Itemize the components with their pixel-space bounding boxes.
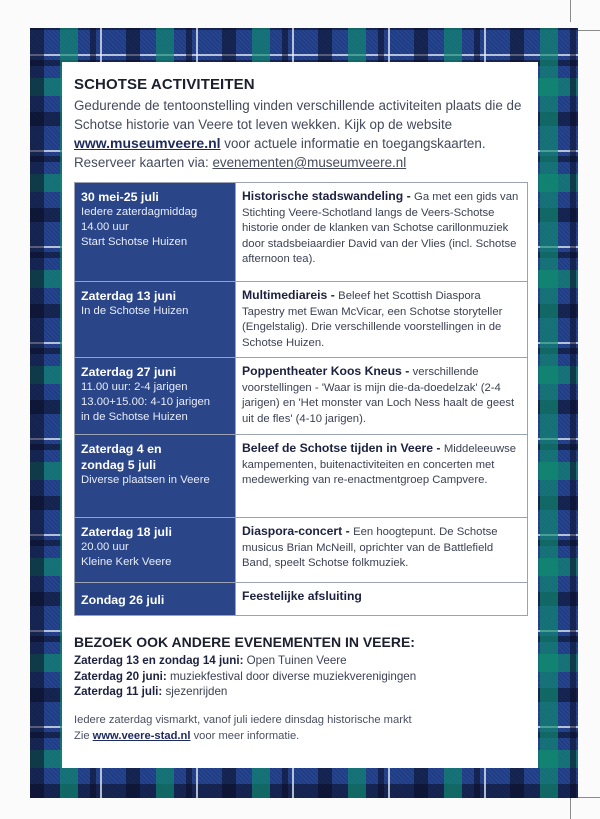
activity-row	[75, 435, 528, 518]
activity-detail: In de Schotse Huizen	[81, 305, 189, 317]
footer-line-1: Iedere zaterdag vismarkt, vanof juli iedere dinsdag historische markt	[74, 713, 412, 726]
activity-description: Ga met een gids van Stichting Veere-Schotland langs de Veers-Schotse historie onder de klanken van Schotse carillonmuziek door stadsbeiaardier David van der Vlies (incl. Schotse afternoon tea).	[242, 191, 519, 265]
activity-when-cell	[75, 358, 236, 435]
activity-date: Zondag 26 juli	[81, 593, 165, 607]
crop-mark	[570, 798, 571, 819]
activity-description-cell	[236, 358, 528, 435]
activities-table	[74, 182, 528, 616]
reserve-text: Reserveer kaarten via:	[74, 155, 213, 170]
section-heading: SCHOTSE ACTIVITEITEN	[74, 76, 255, 93]
event-text: sjezenrijden	[162, 685, 228, 698]
activity-when-cell	[75, 583, 236, 616]
crop-mark	[570, 0, 571, 22]
activity-description-cell	[236, 282, 528, 358]
crop-mark	[578, 30, 600, 31]
activity-row	[75, 282, 528, 358]
event-date: Zaterdag 13 en zondag 14 juni:	[74, 654, 244, 667]
intro-part-2: voor actuele informatie en toegangskaarten.	[220, 136, 486, 151]
activity-description: verschillende voorstellingen - 'Waar is mijn die-da-doedelzak' (2-4 jarigen) en 'Het monster van Loch Ness haalt de geest uit de fles' (4-10 jarigen).	[242, 366, 515, 425]
activity-title: Historische stadswandeling -	[242, 189, 415, 203]
list-item	[74, 684, 528, 700]
activity-row	[75, 183, 528, 282]
activity-detail: 20.00 uur	[81, 541, 129, 553]
museum-website-link[interactable]: www.museumveere.nl	[74, 135, 221, 151]
activity-row	[75, 518, 528, 583]
activity-date: 30 mei-25 juli	[81, 190, 159, 204]
activity-date: Zaterdag 4 en zondag 5 juli	[81, 442, 162, 472]
activity-row	[75, 583, 528, 616]
activity-detail: Iedere zaterdagmiddag	[81, 206, 198, 218]
activity-description: Beleef het Scottish Diaspora Tapestry met Ewan McVicar, een Schotse storyteller (Engelstalig). Drie verschillende voorstellingen in de Schotse Huizen.	[242, 290, 503, 349]
activity-when-cell	[75, 282, 236, 358]
footer-note	[74, 712, 528, 744]
activity-when-cell	[75, 183, 236, 282]
list-item	[74, 653, 528, 669]
activity-detail: 13.00+15.00: 4-10 jarigen	[81, 396, 211, 408]
intro-text	[74, 96, 528, 172]
activity-description-cell	[236, 183, 528, 282]
event-date: Zaterdag 20 juni:	[74, 669, 167, 683]
activity-when-cell	[75, 435, 236, 518]
other-events-heading: BEZOEK OOK ANDERE EVENEMENTEN IN VEERE:	[74, 634, 415, 650]
activity-detail: Diverse plaatsen in Veere	[81, 474, 210, 486]
activity-description-cell	[236, 583, 528, 616]
activity-title: Diaspora-concert -	[242, 524, 354, 538]
intro-part-1: Gedurende de tentoonstelling vinden verschillende activiteiten plaats die de Schotse historie van Veere tot leven wekken. Kijk op de website	[74, 98, 522, 132]
event-text: Open Tuinen Veere	[243, 654, 347, 667]
activity-description: Een hoogtepunt. De Schotse musicus Brian McNeill, oprichter van de Battlefield Band, speelt Schotse folkmuziek.	[242, 526, 498, 569]
activity-title: Beleef de Schotse tijden in Veere -	[242, 441, 444, 455]
crop-mark	[578, 797, 600, 798]
activity-title: Feestelijke afsluiting	[242, 589, 362, 603]
footer-line-2	[74, 728, 528, 744]
event-date: Zaterdag 11 juli:	[74, 685, 163, 698]
activity-date: Zaterdag 18 juli	[81, 525, 172, 539]
activity-description: Middeleeuwse kampementen, buitenactiviteiten en concerten met medewerking van re-enactmentgroep Campvere.	[242, 443, 517, 486]
activity-description-cell	[236, 435, 528, 518]
activity-row	[75, 358, 528, 435]
other-events-list	[74, 653, 528, 700]
activity-detail: in de Schotse Huizen	[81, 411, 188, 423]
activity-date: Zaterdag 13 juni	[81, 289, 177, 303]
activity-title: Multimediareis -	[242, 288, 339, 302]
activity-detail: Kleine Kerk Veere	[81, 556, 172, 568]
footer-prefix: Zie	[74, 729, 93, 742]
list-item	[74, 669, 528, 685]
activity-date: Zaterdag 27 juni	[81, 365, 177, 379]
content-card	[62, 62, 538, 768]
activity-detail: 14.00 uur	[81, 221, 129, 233]
activity-when-cell	[75, 518, 236, 583]
reservation-email-link[interactable]: evenementen@museumveere.nl	[212, 155, 407, 170]
activity-detail: Start Schotse Huizen	[81, 236, 188, 248]
footer-suffix: voor meer informatie.	[190, 729, 300, 742]
activity-description-cell	[236, 518, 528, 583]
event-text: muziekfestival door diverse muziekverenigingen	[166, 669, 417, 683]
veere-website-link[interactable]: www.veere-stad.nl	[92, 729, 191, 742]
activity-detail: 11.00 uur: 2-4 jarigen	[81, 381, 188, 393]
activity-title: Poppentheater Koos Kneus -	[242, 364, 413, 378]
